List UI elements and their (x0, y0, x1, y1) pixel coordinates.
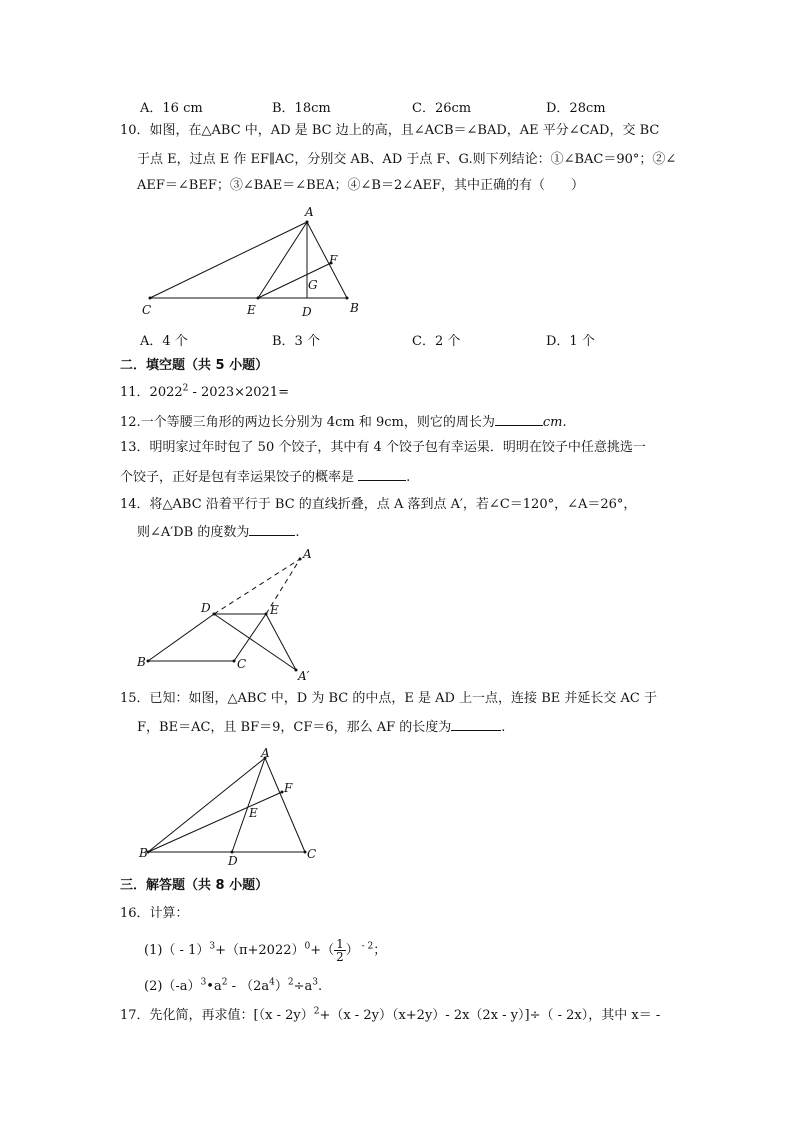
q13-answer-blank[interactable] (358, 467, 406, 481)
q15-label-c: C (307, 847, 317, 861)
q9-option-d: D．28cm (546, 101, 606, 116)
q10-option-d: D．1 个 (546, 334, 595, 349)
q16-p2-e: ÷a (293, 979, 313, 994)
q15-line2 (137, 717, 505, 737)
q12-line (120, 412, 567, 432)
q15-figure (130, 742, 330, 870)
q10-figure (130, 200, 380, 325)
q14-dashed-da (214, 559, 300, 614)
q14-line1: 14．将△ABC 沿着平行于 BC 的直线折叠，点 A 落到点 A′，若∠C＝120°，∠A＝26°， (120, 497, 637, 512)
q14-text: 则∠A′DB 的度数为 (137, 525, 250, 540)
q16-p2-d: ） (274, 979, 288, 994)
section-solve-heading: 三．解答题（共 8 小题） (120, 878, 269, 893)
q16-p1-s3: - 2 (358, 941, 374, 952)
q10-segment-ca (150, 222, 307, 298)
q16-title: 16．计算： (120, 906, 189, 921)
q10-label-e: E (247, 303, 256, 317)
q16-p1-a: (1)（ - 1） (144, 943, 210, 958)
q11-rest: - 2023×2021= (188, 385, 289, 400)
q15-label-a: A (261, 746, 270, 760)
q10-label-f: F (329, 253, 338, 267)
q10-option-c: C．2 个 (412, 334, 461, 349)
q11-sup: 2 (182, 383, 189, 394)
q14-segment-ec (234, 614, 266, 661)
q14-answer-blank[interactable] (249, 522, 295, 536)
q15-label-e: E (249, 806, 258, 820)
q17-b: +（x - 2y）（x+2y）- 2x（2x - y）]÷（ - 2x），其中 x＝ - (319, 1008, 661, 1023)
q9-option-b: B．18cm (272, 101, 331, 116)
q14-segment-bd (148, 614, 214, 661)
q14-label-d: D (201, 601, 211, 615)
q10-line2: 于点 E，过点 E 作 EF∥AC，分别交 AB、AD 于点 F、G.则下列结论：①∠BAC＝90°；②∠ (137, 152, 677, 167)
q14-figure (130, 540, 330, 685)
q10-label-c: C (142, 303, 152, 317)
q17-sup: 2 (313, 1006, 320, 1017)
q16-p2-s2: 2 (221, 977, 228, 988)
q16-p2-c: - （2a (227, 979, 270, 994)
q13-line2 (120, 467, 410, 487)
q16-p2-s4: 2 (287, 977, 294, 988)
q15-segment-ac (265, 758, 305, 852)
q15-label-b: B (139, 846, 148, 860)
q16-p2-f: . (318, 979, 323, 994)
q15-label-d: D (228, 854, 238, 868)
q10-line3: AEF＝∠BEF；③∠BAE＝∠BEA；④∠B＝2∠AEF，其中正确的有（ ） (137, 178, 585, 193)
q16-frac-num: 1 (336, 937, 344, 951)
q17-line (120, 1007, 660, 1025)
q16-p1-s1: 3 (209, 941, 216, 952)
q11-line (120, 384, 289, 402)
q14-label-b: B (137, 655, 146, 669)
q16-part2 (144, 978, 322, 996)
q13-text: 个饺子，正好是包有幸运果饺子的概率是 (120, 470, 355, 485)
q16-p2-a: (2)（-a） (144, 979, 201, 994)
q17-a: 17．先化简，再求值：[（x - 2y） (120, 1008, 314, 1023)
q10-label-a: A (305, 205, 314, 219)
q14-label-e: E (270, 603, 279, 617)
q16-fraction (334, 938, 346, 963)
q15-label-f: F (284, 781, 293, 795)
q15-segment-ad (232, 758, 265, 852)
q16-p1-s2: 0 (304, 941, 311, 952)
q9-option-a: A．16 cm (140, 101, 203, 116)
q9-option-c: C．26cm (412, 101, 472, 116)
q10-label-g: G (308, 278, 318, 292)
q15-text: F，BE＝AC，且 BF＝9，CF＝6，那么 AF 的长度为 (137, 720, 452, 735)
q16-p2-s5: 3 (312, 977, 319, 988)
q16-p1-e: ； (373, 943, 387, 958)
q10-label-b: B (350, 301, 359, 315)
q12-answer-blank[interactable] (495, 412, 543, 426)
q16-frac-den: 2 (336, 950, 344, 964)
q15-tail: . (501, 720, 506, 735)
section-fill-in-heading: 二．填空题（共 5 小题） (120, 358, 269, 373)
q14-label-a-prime: A′ (298, 669, 310, 683)
q16-p2-s3: 4 (269, 977, 275, 988)
q16-p2-b: •a (206, 979, 222, 994)
q14-segment-eap (266, 614, 296, 670)
q13-tail: . (406, 470, 411, 485)
q15-line1: 15．已知：如图，△ABC 中，D 为 BC 的中点，E 是 AD 上一点，连接 BE 并延长交 AC 于 (120, 691, 657, 706)
q10-label-d: D (302, 305, 312, 319)
q16-p1-b: +（π+2022） (215, 943, 305, 958)
q14-tail: . (295, 525, 300, 540)
q14-line2 (137, 522, 299, 542)
q13-line1: 13．明明家过年时包了 50 个饺子，其中有 4 个饺子包有幸运果．明明在饺子中任意挑选一 (120, 440, 646, 455)
q16-p1-c: +（ (310, 943, 335, 958)
q14-segment-dap (214, 614, 296, 670)
q12-unit: cm. (542, 415, 567, 430)
q12-text: 12.一个等腰三角形的两边长分别为 4cm 和 9cm，则它的周长为 (120, 415, 495, 430)
q14-label-a: A (303, 547, 312, 561)
q16-p2-s1: 3 (200, 977, 207, 988)
q14-label-c: C (237, 657, 247, 671)
q10-option-b: B．3 个 (272, 334, 320, 349)
q10-option-a: A．4 个 (140, 334, 188, 349)
q15-answer-blank[interactable] (451, 717, 501, 731)
q16-p1-d: ） (345, 943, 359, 958)
q10-line1: 10．如图，在△ABC 中，AD 是 BC 边上的高，且∠ACB＝∠BAD，AE 平分∠CAD，交 BC (120, 123, 660, 138)
q15-segment-bf (148, 792, 282, 852)
q16-part1 (144, 936, 386, 966)
q11-prefix: 11．2022 (120, 385, 183, 400)
q15-segment-ba (148, 758, 265, 852)
